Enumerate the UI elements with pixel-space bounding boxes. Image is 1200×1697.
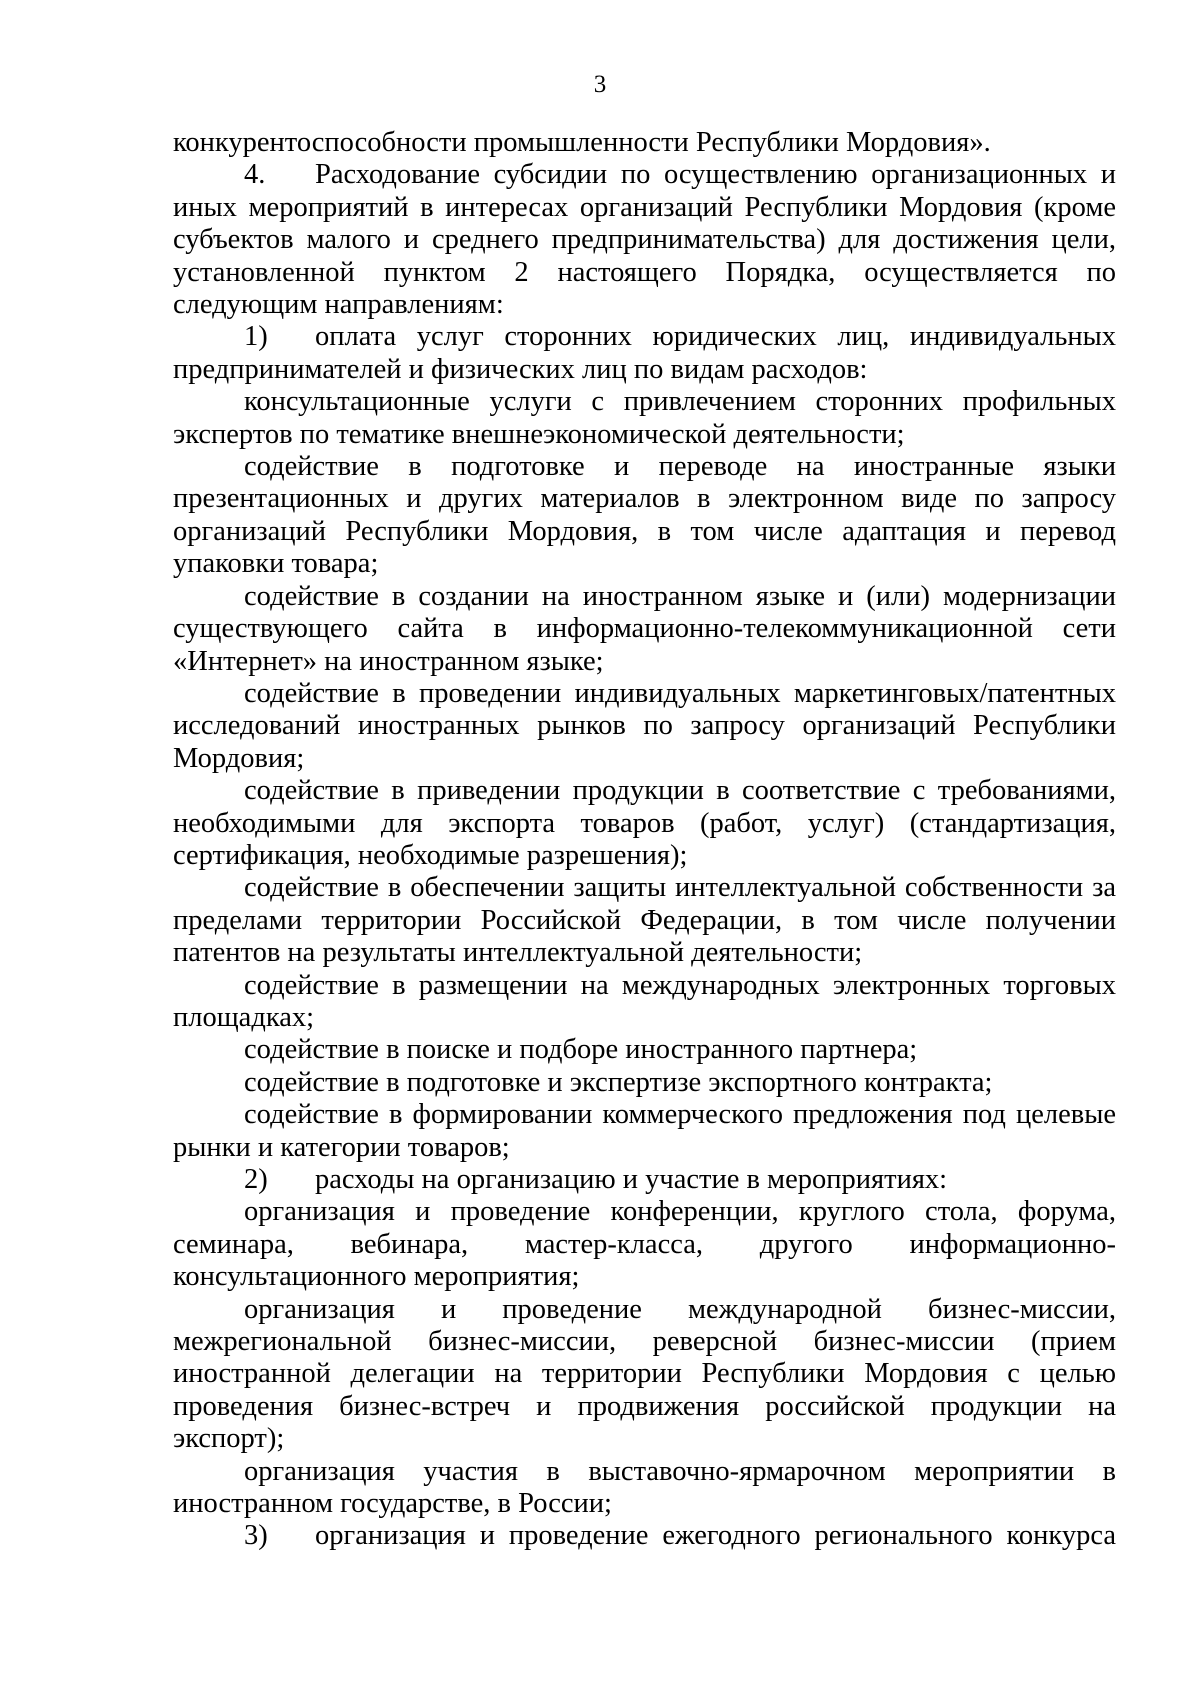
item-number: 2) xyxy=(244,1164,268,1195)
paragraph-text: оплата услуг сторонних юридических лиц, индивидуальных предпринимателей и физических лиц по видам расходов: xyxy=(173,321,1116,385)
page-number: 3 xyxy=(593,71,607,98)
paragraph-subitem-1 xyxy=(173,321,1116,386)
paragraph-text: Расходование субсидии по осуществлению организационных и иных мероприятий в интересах организаций Республики Мордовия (кроме субъектов малого и среднего предпринимательства) для достижения цели, установленной пунктом 2 настоящего Порядка, осуществляется по следующим направлениям: xyxy=(173,159,1116,321)
paragraph: содействие в обеспечении защиты интеллектуальной собственности за пределами территории Российской Федерации, в том числе получении патентов на результаты интеллектуальной деятельности; xyxy=(173,872,1116,969)
paragraph: консультационные услуги с привлечением сторонних профильных экспертов по тематике внешнеэкономической деятельности; xyxy=(173,386,1116,450)
paragraph: содействие в размещении на международных электронных торговых площадках; xyxy=(173,969,1116,1033)
paragraph-text: организация и проведение ежегодного регионального конкурса xyxy=(315,1520,1116,1552)
item-number: 4. xyxy=(244,159,266,191)
paragraph-continuation: конкурентоспособности промышленности Республики Мордовия». xyxy=(173,127,991,158)
paragraph: содействие в подготовке и переводе на иностранные языки презентационных и других материалов в электронном виде по запросу организаций Республики Мордовия, в том числе адаптация и перевод упаковки товара; xyxy=(173,451,1116,580)
paragraph-item-4 xyxy=(173,159,1116,321)
paragraph: содействие в приведении продукции в соответствие с требованиями, необходимыми для экспорта товаров (работ, услуг) (стандартизация, сертификация, необходимые разрешения); xyxy=(173,775,1116,871)
paragraph: содействие в поиске и подборе иностранного партнера; xyxy=(244,1034,918,1066)
paragraph-subitem-3 xyxy=(173,1520,1116,1552)
paragraph: содействие в создании на иностранном языке и (или) модернизации существующего сайта в информационно-телекоммуникационной сети «Интернет» на иностранном языке; xyxy=(173,580,1116,677)
paragraph: организация и проведение конференции, круглого стола, форума, семинара, вебинара, мастер-класса, другого информационно-консультационного мероприятия; xyxy=(173,1196,1116,1293)
paragraph: содействие в подготовке и экспертизе экспортного контракта; xyxy=(244,1066,993,1098)
item-number: 3) xyxy=(244,1520,268,1552)
paragraph: содействие в проведении индивидуальных маркетинговых/патентных исследований иностранных рынков по запросу организаций Республики Мордовия; xyxy=(173,677,1116,774)
paragraph: содействие в формировании коммерческого предложения под целевые рынки и категории товаров; xyxy=(173,1099,1116,1163)
paragraph-text: расходы на организацию и участие в мероприятиях: xyxy=(315,1164,948,1195)
document-body xyxy=(173,127,1116,1553)
item-number: 1) xyxy=(244,321,268,353)
paragraph-subitem-2 xyxy=(173,1164,1116,1196)
paragraph: организация и проведение международной бизнес-миссии, межрегиональной бизнес-миссии, реверсной бизнес-миссии (прием иностранной делегации на территории Республики Мордовия с целью проведения бизнес-встреч и продвижения российской продукции на экспорт); xyxy=(173,1293,1116,1455)
paragraph: организация участия в выставочно-ярмарочном мероприятии в иностранном государстве, в России; xyxy=(173,1455,1116,1520)
